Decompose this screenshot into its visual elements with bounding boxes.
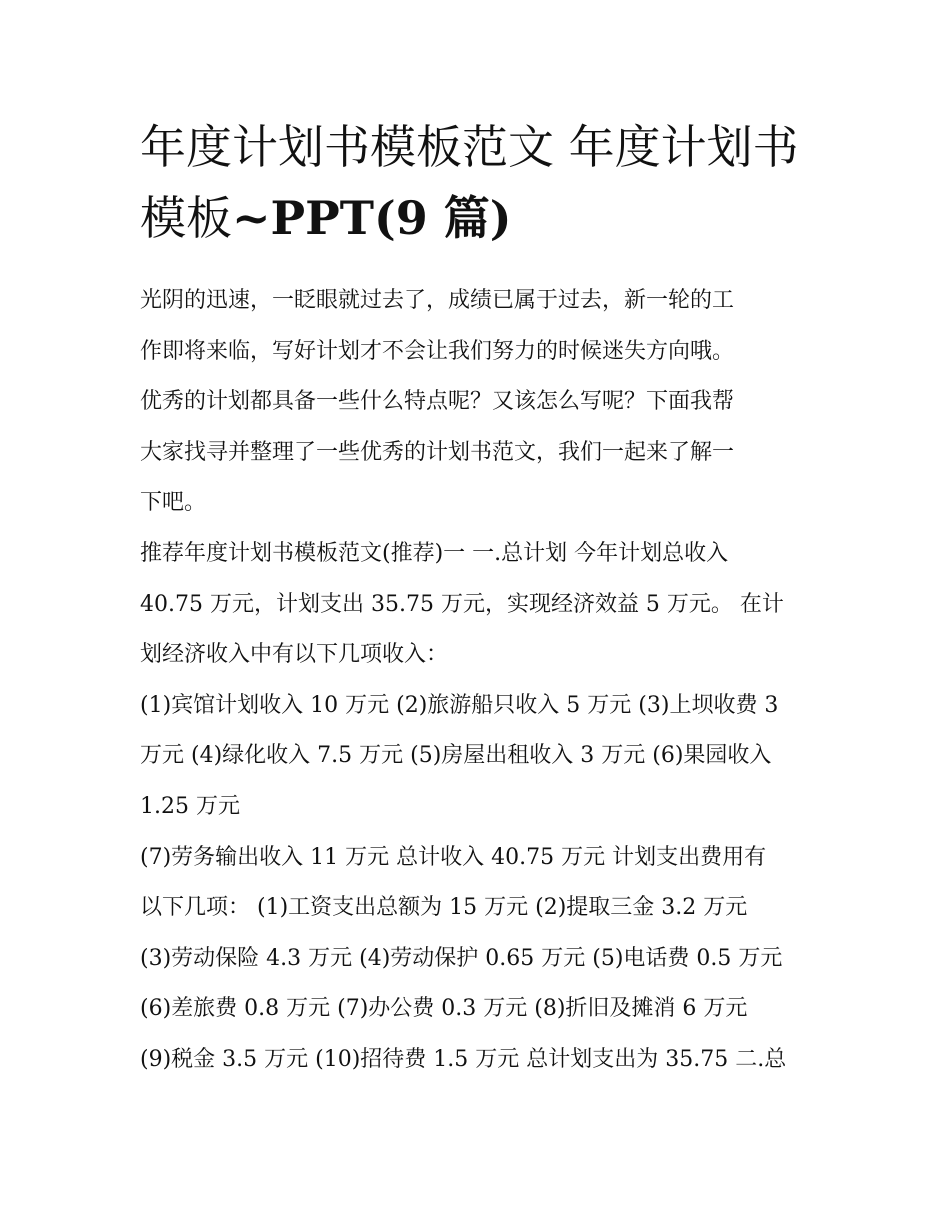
document-title bbox=[140, 112, 820, 254]
text-line: (7)劳务输出收入 11 万元 总计收入 40.75 万元 计划支出费用有 bbox=[140, 844, 767, 870]
income-items-paragraph bbox=[140, 681, 820, 833]
text-line: 以下几项： (1)工资支出总额为 15 万元 (2)提取三金 3.2 万元 bbox=[140, 895, 748, 921]
title-text-suffix: ~PPT(9 篇) bbox=[232, 191, 512, 245]
text-line: 划经济收入中有以下几项收入： bbox=[140, 642, 449, 668]
text-line: (3)劳动保险 4.3 万元 (4)劳动保护 0.65 万元 (5)电话费 0.5 万元 bbox=[140, 945, 783, 971]
text-line: 下吧。 bbox=[140, 490, 207, 516]
text-line: 大家找寻并整理了一些优秀的计划书范文，我们一起来了解一 bbox=[140, 439, 735, 465]
text-line: (9)税金 3.5 万元 (10)招待费 1.5 万元 总计划支出为 35.75 二.总 bbox=[140, 1046, 787, 1072]
expense-items-paragraph bbox=[140, 833, 820, 1086]
text-line: 推荐年度计划书模板范文(推荐)一 一.总计划 今年计划总收入 bbox=[140, 540, 729, 566]
text-line: (1)宾馆计划收入 10 万元 (2)旅游船只收入 5 万元 (3)上坝收费 3 bbox=[140, 692, 779, 718]
text-line: 作即将来临，写好计划才不会让我们努力的时候迷失方向哦。 bbox=[140, 338, 735, 364]
text-line: 优秀的计划都具备一些什么特点呢？又该怎么写呢？下面我帮 bbox=[140, 389, 735, 415]
text-line: 光阴的迅速，一眨眼就过去了，成绩已属于过去，新一轮的工 bbox=[140, 288, 735, 313]
intro-paragraph bbox=[140, 276, 820, 529]
plan-summary-paragraph bbox=[140, 529, 820, 681]
text-line: 1.25 万元 bbox=[140, 793, 240, 819]
text-line: 40.75 万元，计划支出 35.75 万元，实现经济效益 5 万元。 在计 bbox=[140, 591, 784, 617]
title-text-main: 年度计划书模板范文 年度计划书模板 bbox=[140, 120, 799, 245]
text-line: 万元 (4)绿化收入 7.5 万元 (5)房屋出租收入 3 万元 (6)果园收入 bbox=[140, 743, 772, 769]
document-body bbox=[140, 276, 820, 1086]
text-line: (6)差旅费 0.8 万元 (7)办公费 0.3 万元 (8)折旧及摊消 6 万元 bbox=[140, 996, 748, 1022]
